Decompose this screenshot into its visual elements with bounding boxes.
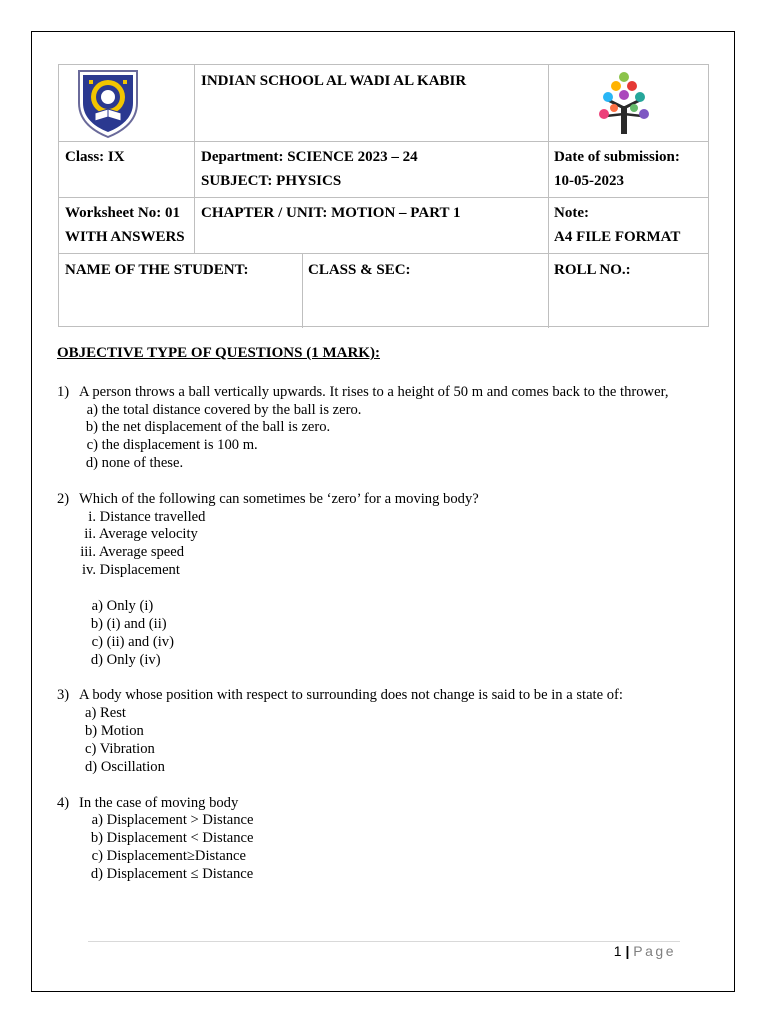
option-text: Rest: [100, 705, 126, 721]
option-label: d): [90, 652, 103, 668]
option-label: c): [86, 437, 98, 453]
roll-number-label: ROLL NO.:: [554, 262, 631, 278]
option-text: Displacement < Distance: [106, 830, 254, 846]
tree-logo: [594, 70, 654, 136]
option-text: Only (i): [106, 598, 154, 614]
school-logo: [73, 67, 143, 139]
option-text: none of these.: [101, 455, 184, 471]
option-label: b): [85, 419, 98, 435]
answer-option: [80, 454, 183, 472]
option-label: a): [85, 705, 97, 721]
option-text: the displacement is 100 m.: [101, 437, 258, 453]
option-label: b): [85, 723, 98, 739]
table-divider: [59, 141, 708, 142]
option-label: a): [86, 402, 98, 418]
date-of-submission-label: Date of submission:: [554, 149, 680, 165]
option-text: (ii) and (iv): [106, 634, 174, 650]
option-label: b): [90, 616, 103, 632]
statement-item: [74, 543, 184, 561]
option-text: (i) and (ii): [106, 616, 167, 632]
question-text: Which of the following can sometimes be ‘zero’ for a moving body?: [79, 491, 479, 507]
option-label: c): [91, 848, 103, 864]
option-text: Oscillation: [100, 759, 165, 775]
question-text: In the case of moving body: [79, 795, 239, 811]
question: [57, 686, 623, 704]
option-text: the net displacement of the ball is zero.: [101, 419, 331, 435]
option-label: d): [85, 455, 98, 471]
note-label: Note:: [554, 205, 589, 221]
answer-option: [80, 418, 330, 436]
answer-option: [80, 436, 258, 454]
option-label: a): [91, 598, 103, 614]
option-text: Motion: [100, 723, 144, 739]
footer-divider: [88, 941, 680, 942]
answer-option: [85, 758, 165, 776]
with-answers-label: WITH ANSWERS: [65, 229, 185, 245]
question-text: A body whose position with respect to surrounding does not change is said to be in a state of:: [79, 687, 623, 703]
statement-label: iv.: [81, 562, 96, 578]
table-divider: [59, 197, 708, 198]
class-section-label: CLASS & SEC:: [308, 262, 411, 278]
statement-label: iii.: [80, 544, 96, 560]
answer-option: [85, 704, 126, 722]
page-word: Page: [633, 943, 676, 959]
page-footer: [614, 943, 676, 959]
answer-option: [80, 401, 361, 419]
option-text: Vibration: [99, 741, 155, 757]
option-label: c): [85, 741, 97, 757]
statement-item: [74, 508, 205, 526]
statement-text: Average speed: [98, 544, 185, 560]
department-label: Department: SCIENCE 2023 – 24: [201, 149, 418, 165]
date-of-submission-value: 10-05-2023: [554, 173, 624, 189]
question: [57, 383, 669, 401]
statement-text: Displacement: [99, 562, 180, 578]
option-label: b): [90, 830, 103, 846]
statement-label: i.: [88, 509, 96, 525]
question-number: 3): [57, 687, 70, 703]
option-label: d): [90, 866, 103, 882]
option-text: Displacement≥Distance: [106, 848, 246, 864]
answer-option: [85, 829, 253, 847]
chapter-label: CHAPTER / UNIT: MOTION – PART 1: [201, 205, 461, 221]
question-number: 4): [57, 795, 70, 811]
answer-option: [85, 811, 253, 829]
option-text: the total distance covered by the ball is zero.: [101, 402, 362, 418]
answer-option: [85, 740, 155, 758]
note-value: A4 FILE FORMAT: [554, 229, 681, 245]
option-label: c): [91, 634, 103, 650]
footer-separator: |: [625, 943, 630, 959]
class-label: Class: IX: [65, 149, 125, 165]
answer-option: [85, 651, 161, 669]
table-divider: [59, 253, 708, 254]
option-text: Displacement ≤ Distance: [106, 866, 254, 882]
question-number: 1): [57, 384, 70, 400]
table-divider: [194, 65, 195, 253]
school-name: INDIAN SCHOOL AL WADI AL KABIR: [201, 73, 467, 89]
question-number: 2): [57, 491, 70, 507]
worksheet-number: Worksheet No: 01: [65, 205, 180, 221]
section-heading: OBJECTIVE TYPE OF QUESTIONS (1 MARK):: [57, 345, 380, 361]
student-name-label: NAME OF THE STUDENT:: [65, 262, 249, 278]
answer-option: [85, 633, 174, 651]
statement-text: Distance travelled: [99, 509, 206, 525]
answer-option: [85, 722, 144, 740]
statement-label: ii.: [84, 526, 96, 542]
answer-option: [85, 865, 253, 883]
page-number: 1: [613, 943, 622, 959]
option-label: a): [91, 812, 103, 828]
statement-item: [74, 525, 198, 543]
answer-option: [85, 597, 153, 615]
question-text: A person throws a ball vertically upwards. It rises to a height of 50 m and comes back to the thrower,: [79, 384, 669, 400]
table-divider: [548, 65, 549, 328]
header-table: [58, 64, 709, 327]
question: [57, 794, 238, 812]
answer-option: [85, 615, 167, 633]
statement-item: [74, 561, 180, 579]
statement-text: Average velocity: [98, 526, 198, 542]
question: [57, 490, 479, 508]
option-label: d): [85, 759, 98, 775]
table-divider: [302, 253, 303, 328]
option-text: Displacement > Distance: [106, 812, 254, 828]
subject-label: SUBJECT: PHYSICS: [201, 173, 342, 189]
answer-option: [85, 847, 246, 865]
option-text: Only (iv): [106, 652, 161, 668]
